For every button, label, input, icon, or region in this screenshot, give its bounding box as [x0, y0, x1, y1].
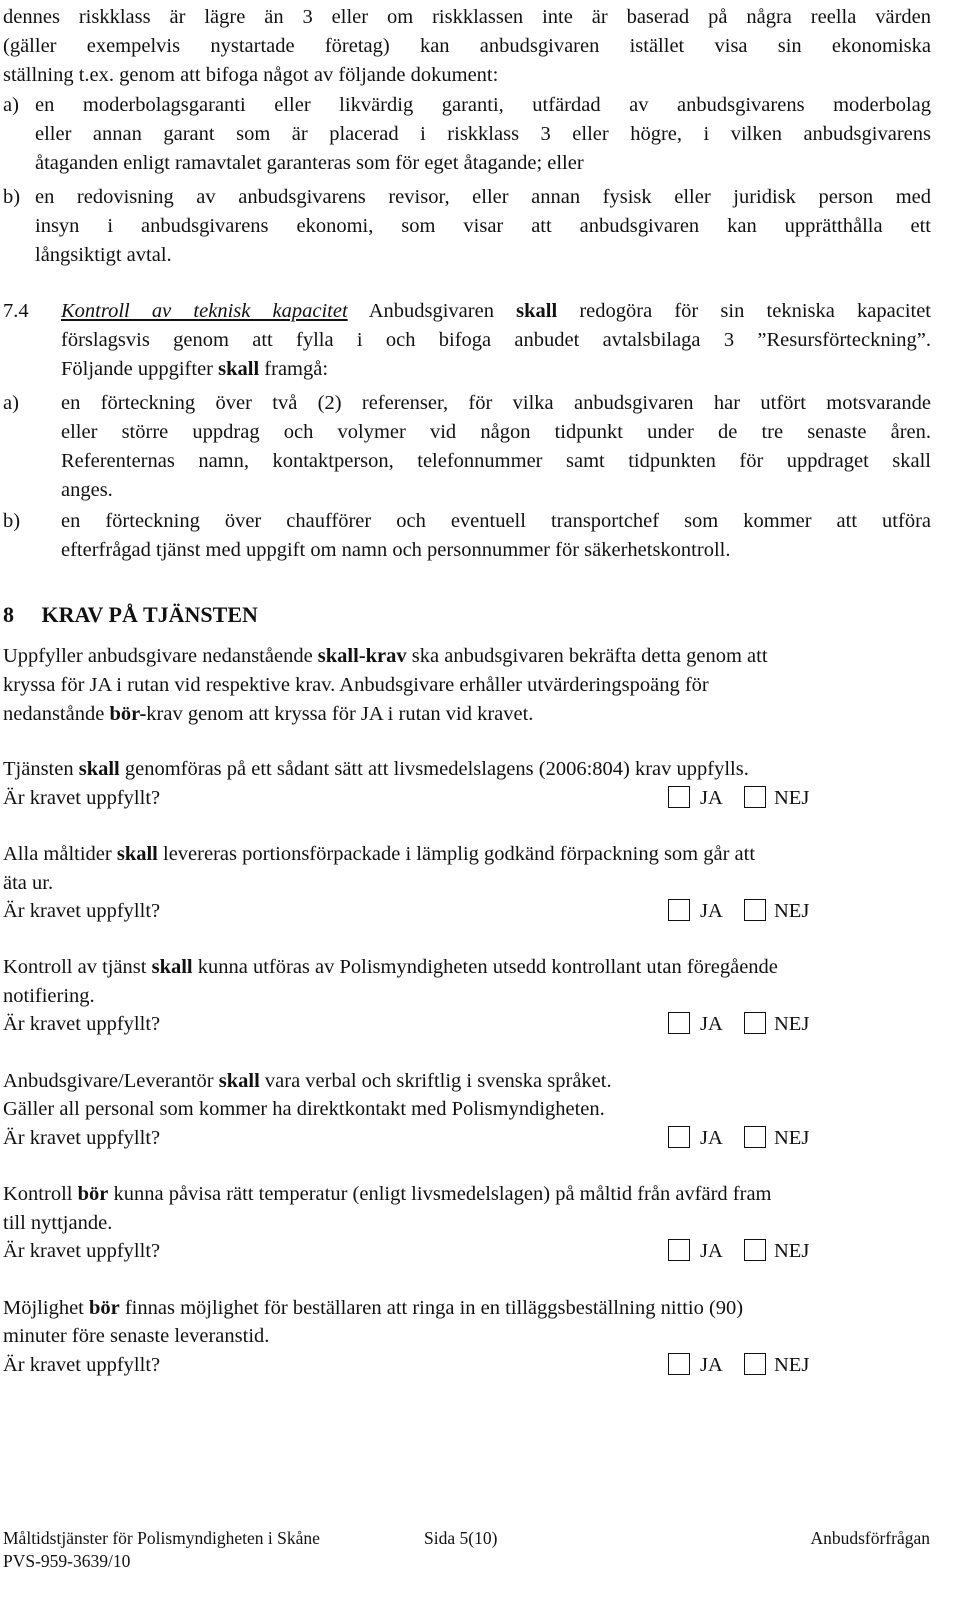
list-a-line-2: eller annan garant som är placerad i riskklass 3 eller högre, i vilken anbudsgivarens [35, 123, 931, 145]
no-label: NEJ [774, 1013, 810, 1035]
list-a-line-3: åtaganden enligt ramavtalet garanteras som för eget åtagande; eller [35, 152, 584, 174]
section-7-4-text: Anbudsgivaren [347, 300, 517, 322]
section-7-4-item-a-line-4: anges. [61, 479, 113, 501]
requirement-text: vara verbal och skriftlig i svenska språket. [259, 1070, 612, 1092]
intro-line-2: (gäller exempelvis nystartade företag) kan anbudsgivaren istället visa sin ekonomiska [3, 35, 931, 57]
footer-page-number: Sida 5(10) [424, 1528, 498, 1548]
requirement-text: levereras portionsförpackade i lämplig godkänd förpackning som går att [157, 843, 756, 865]
list-b-line-2: insyn i anbudsgivarens ekonomi, som visar att anbudsgivaren kan upprätthålla ett [35, 215, 931, 237]
yes-checkbox[interactable] [668, 1012, 690, 1034]
section-7-4-item-b-label: b) [3, 510, 21, 532]
yes-checkbox[interactable] [668, 786, 690, 808]
section-7-4-item-a-label: a) [3, 392, 19, 414]
requirement-text: genomföras på ett sådant sätt att livsmedelslagens (2006:804) krav uppfylls. [119, 758, 749, 780]
no-label: NEJ [774, 1240, 810, 1262]
requirement-text: Kontroll [3, 1183, 78, 1205]
requirement-text-6-line-2: minuter före senaste leveranstid. [3, 1325, 270, 1347]
section-7-4-line-2: förslagsvis genom att fylla i och bifoga anbudet avtalsbilaga 3 ”Resursförteckning”. [61, 329, 931, 351]
footer-left: Måltidstjänster för Polismyndigheten i Skåne [3, 1528, 320, 1548]
yes-label: JA [700, 1240, 723, 1262]
requirement-text-3-line-2: notifiering. [3, 985, 95, 1007]
question-label: Är kravet uppfyllt? [3, 1240, 161, 1262]
requirement-text: Kontroll av tjänst [3, 956, 152, 978]
section-8-text: nedanstånde [3, 703, 110, 725]
yes-checkbox[interactable] [668, 899, 690, 921]
yes-label: JA [700, 1354, 723, 1376]
section-8-bold: skall-krav [317, 645, 407, 667]
section-8-text: krav genom att kryssa för JA i rutan vid kravet. [146, 703, 534, 725]
requirement-text: kunna påvisa rätt temperatur (enligt livsmedelslagen) på måltid från avfärd fram [108, 1183, 772, 1205]
section-7-4-number: 7.4 [3, 300, 29, 322]
section-7-4-item-b-line-2: efterfrågad tjänst med uppgift om namn och personnummer för säkerhetskontroll. [61, 539, 731, 561]
section-7-4-item-b-line-1: en förteckning över chaufförer och eventuell transportchef som kommer att utföra [61, 510, 931, 532]
no-checkbox[interactable] [744, 1239, 766, 1261]
yes-checkbox[interactable] [668, 1239, 690, 1261]
question-label: Är kravet uppfyllt? [3, 1013, 161, 1035]
requirement-bold: skall [116, 843, 158, 865]
list-a-label: a) [3, 94, 19, 116]
section-7-4-text: framgå: [259, 358, 329, 380]
requirement-bold: skall [78, 758, 120, 780]
no-checkbox[interactable] [744, 1012, 766, 1034]
requirement-bold: skall [218, 1070, 260, 1092]
section-8-bold: bör- [109, 703, 147, 725]
yes-label: JA [700, 1013, 723, 1035]
section-8-text: Uppfyller anbudsgivare nedanstående [3, 645, 318, 667]
yes-label: JA [700, 1127, 723, 1149]
yes-label: JA [700, 900, 723, 922]
section-7-4-text: redogöra för sin tekniska kapacitet [557, 300, 932, 322]
question-label: Är kravet uppfyllt? [3, 1127, 161, 1149]
requirement-text: Alla måltider [3, 843, 117, 865]
requirement-text: kunna utföras av Polismyndigheten utsedd kontrollant utan föregående [192, 956, 778, 978]
intro-line-3: ställning t.ex. genom att bifoga något av följande dokument: [3, 64, 499, 86]
question-label: Är kravet uppfyllt? [3, 900, 161, 922]
requirement-bold: bör [77, 1183, 109, 1205]
footer-right: Anbudsförfrågan [810, 1528, 930, 1548]
no-label: NEJ [774, 1127, 810, 1149]
section-7-4-text: Följande uppgifter [61, 358, 219, 380]
requirement-text-6 [3, 1294, 743, 1323]
section-7-4-item-a-line-2: eller större uppdrag och volymer vid någon tidpunkt under de tre senaste åren. [61, 421, 931, 443]
footer-reference: PVS-959-3639/10 [3, 1551, 131, 1571]
requirement-text-1 [3, 755, 749, 784]
requirement-text: Anbudsgivare/Leverantör [3, 1070, 219, 1092]
yes-checkbox[interactable] [668, 1126, 690, 1148]
section-8-intro-line-1 [3, 642, 768, 671]
requirement-text-2 [3, 840, 755, 869]
requirement-text-2-line-2: äta ur. [3, 872, 54, 894]
question-label: Är kravet uppfyllt? [3, 787, 161, 809]
requirement-text-4-line-2: Gäller all personal som kommer ha direktkontakt med Polismyndigheten. [3, 1098, 605, 1120]
requirement-text: finnas möjlighet för beställaren att ringa in en tilläggsbeställning nittio (90) [119, 1297, 744, 1319]
requirement-text-5-line-2: till nyttjande. [3, 1212, 113, 1234]
requirement-text-4 [3, 1067, 612, 1096]
yes-checkbox[interactable] [668, 1353, 690, 1375]
list-b-label: b) [3, 186, 21, 208]
no-label: NEJ [774, 900, 810, 922]
section-8-intro-line-3 [3, 700, 533, 729]
no-label: NEJ [774, 787, 810, 809]
requirement-text-3 [3, 953, 778, 982]
list-b-line-1: en redovisning av anbudsgivarens revisor, eller annan fysisk eller juridisk person med [35, 186, 931, 208]
no-checkbox[interactable] [744, 1353, 766, 1375]
yes-label: JA [700, 787, 723, 809]
no-label: NEJ [774, 1354, 810, 1376]
section-8-heading: 8 KRAV PÅ TJÄNSTEN [3, 602, 258, 627]
requirement-text: Tjänsten [3, 758, 79, 780]
list-b-line-3: långsiktigt avtal. [35, 244, 172, 266]
requirement-bold: skall [151, 956, 193, 978]
section-7-4-title: Kontroll av teknisk kapacitet [61, 300, 348, 322]
list-a-line-1: en moderbolagsgaranti eller likvärdig garanti, utfärdad av anbudsgivarens moderbolag [35, 94, 931, 116]
no-checkbox[interactable] [744, 899, 766, 921]
section-8-intro-line-2: kryssa för JA i rutan vid respektive krav. Anbudsgivare erhåller utvärderingspoäng för [3, 674, 709, 696]
section-7-4-line-3 [61, 355, 328, 384]
section-7-4-bold: skall [516, 300, 558, 322]
section-7-4-line-1 [61, 297, 931, 326]
no-checkbox[interactable] [744, 1126, 766, 1148]
section-8-text: ska anbudsgivaren bekräfta detta genom att [406, 645, 768, 667]
requirement-text-5 [3, 1180, 772, 1209]
section-7-4-item-a-line-3: Referenternas namn, kontaktperson, telefonnummer samt tidpunkten för uppdraget skall [61, 450, 931, 472]
intro-line-1: dennes riskklass är lägre än 3 eller om riskklassen inte är baserad på några reella värden [3, 6, 931, 28]
question-label: Är kravet uppfyllt? [3, 1354, 161, 1376]
requirement-bold: bör [88, 1297, 120, 1319]
requirement-text: Möjlighet [3, 1297, 89, 1319]
section-7-4-item-a-line-1: en förteckning över två (2) referenser, för vilka anbudsgivaren har utfört motsvarande [61, 392, 931, 414]
section-7-4-bold: skall [218, 358, 260, 380]
no-checkbox[interactable] [744, 786, 766, 808]
